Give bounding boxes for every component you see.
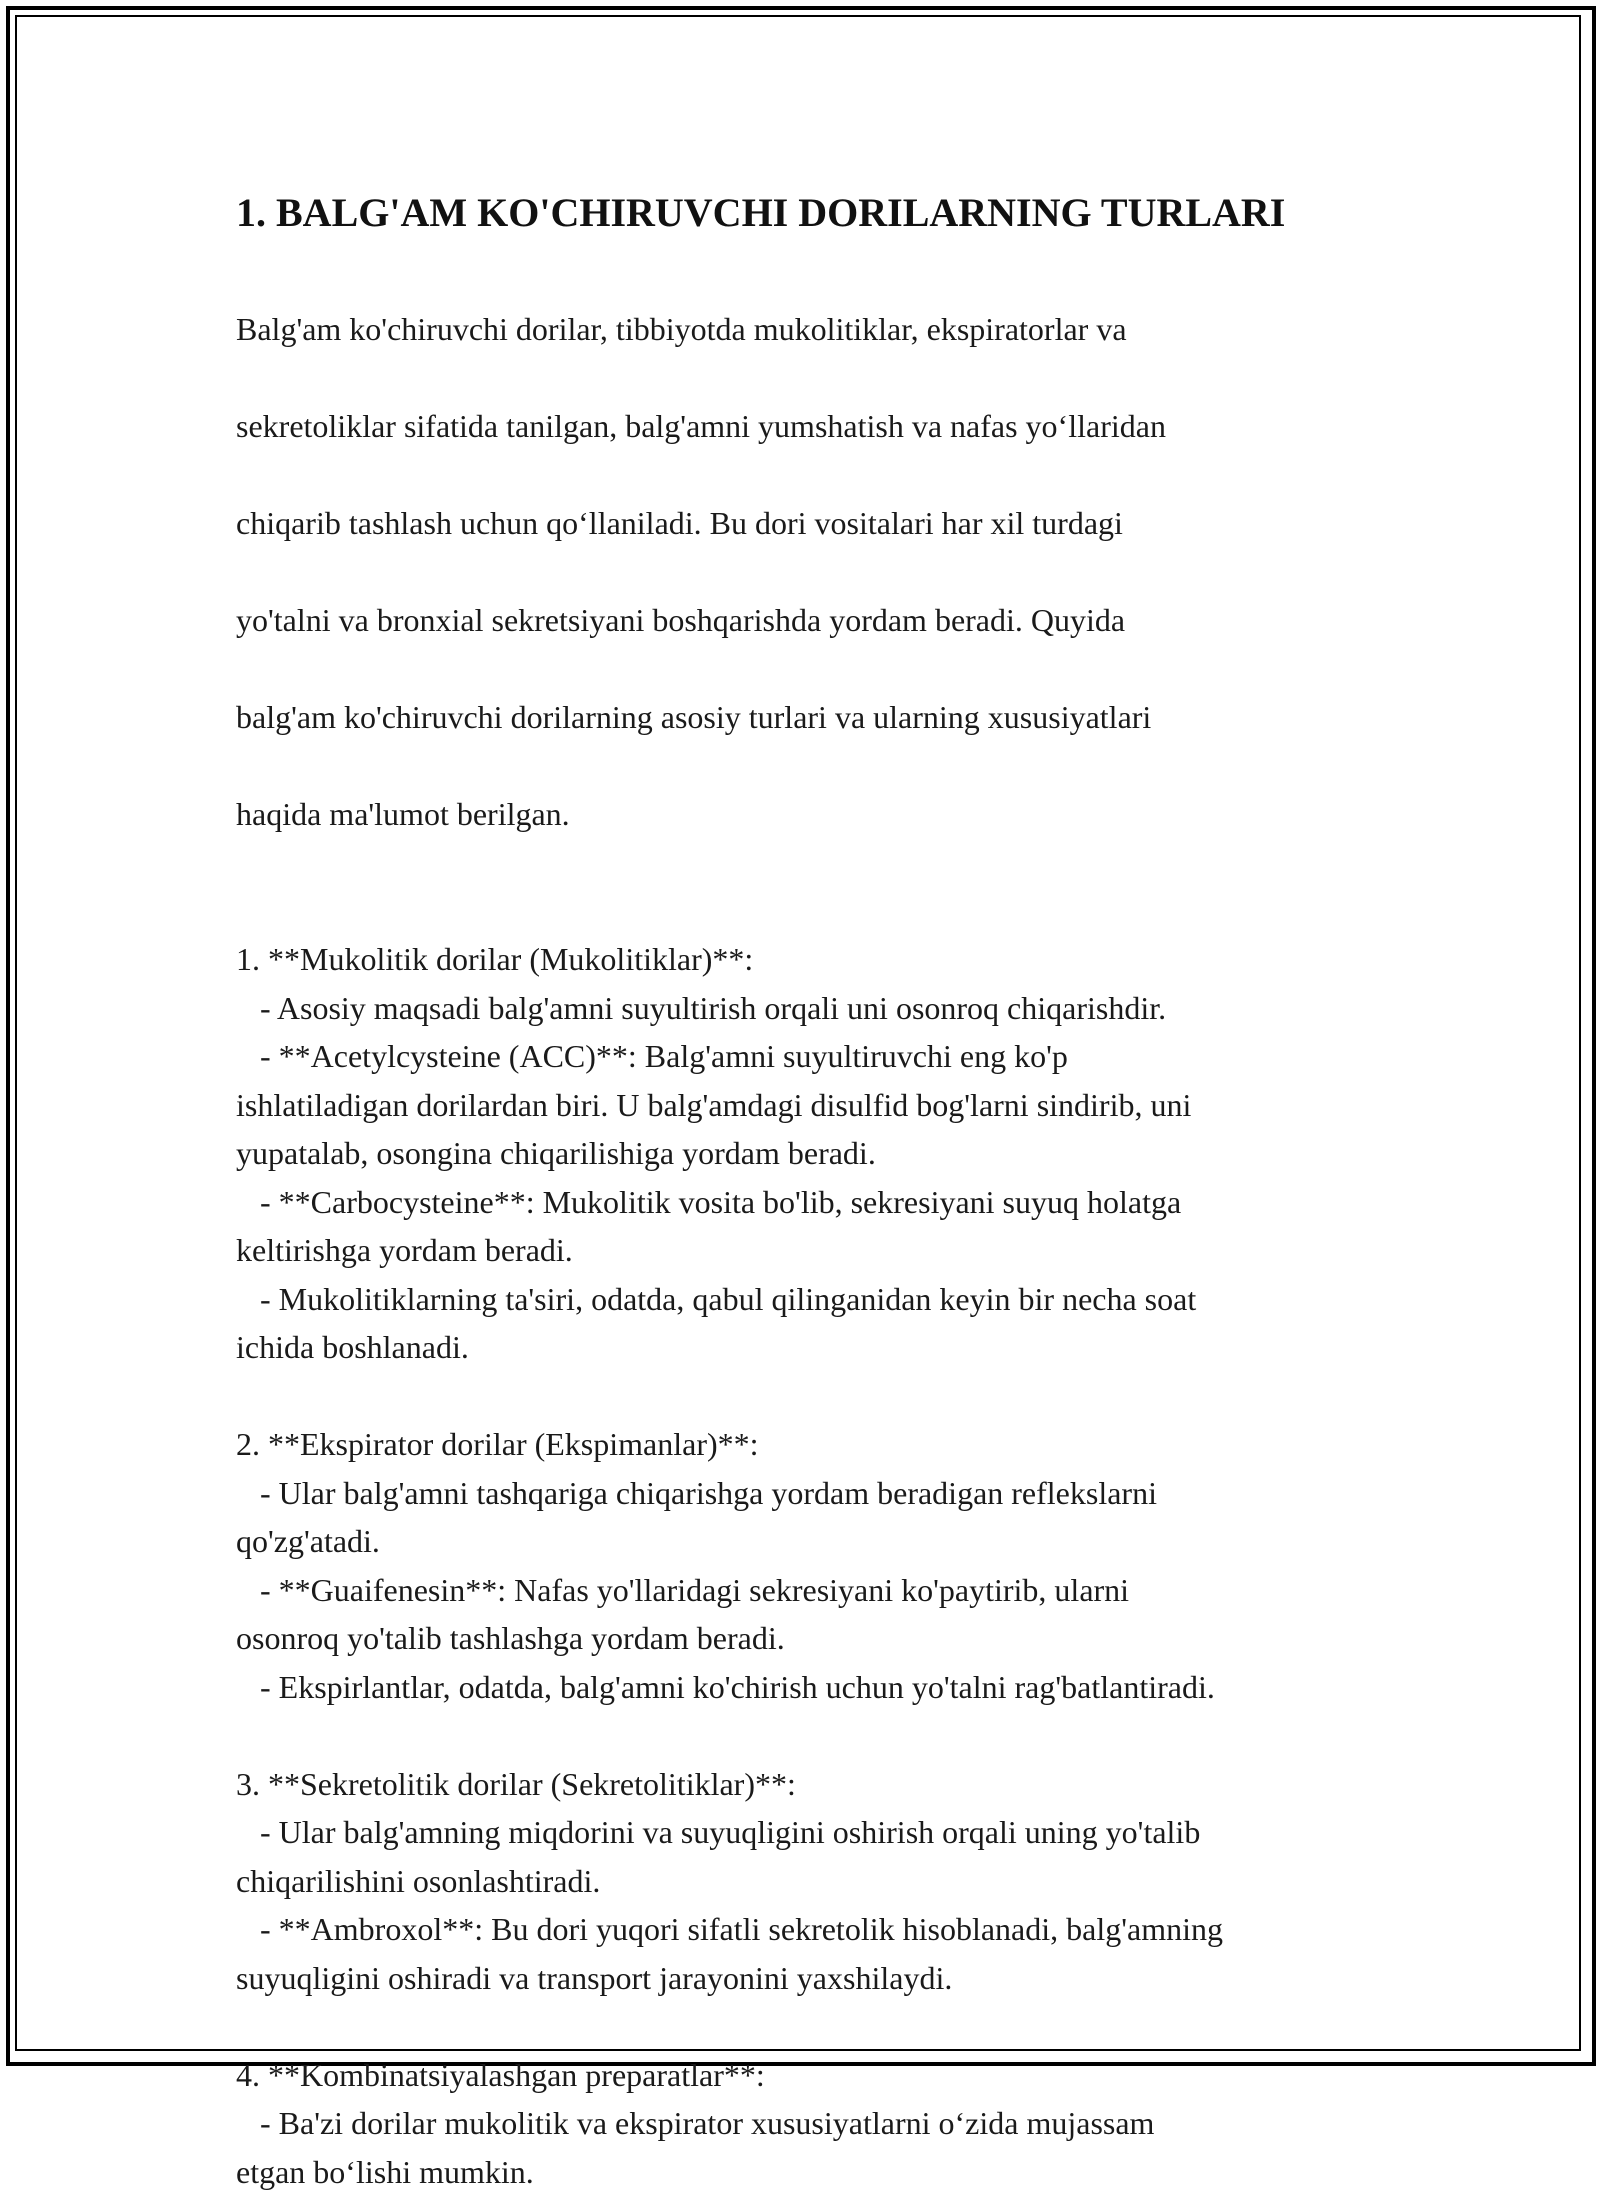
section-mukolitik bbox=[236, 935, 1396, 1372]
section-line: - **Acetylcysteine (ACC)**: Balg'amni suyultiruvchi eng ko'p bbox=[236, 1032, 1396, 1081]
intro-line: balg'am ko'chiruvchi dorilarning asosiy turlari va ularning xususiyatlari bbox=[236, 693, 1396, 742]
section-line: suyuqligini oshiradi va transport jarayonini yaxshilaydi. bbox=[236, 1954, 1396, 2003]
section-line: keltirishga yordam beradi. bbox=[236, 1226, 1396, 1275]
section-line: chiqarilishini osonlashtiradi. bbox=[236, 1857, 1396, 1906]
section-line: yupatalab, osongina chiqarilishiga yordam beradi. bbox=[236, 1129, 1396, 1178]
section-line: - **Ambroxol**: Bu dori yuqori sifatli sekretolik hisoblanadi, balg'amning bbox=[236, 1905, 1396, 1954]
section-line: - Ular balg'amning miqdorini va suyuqligini oshirish orqali uning yo'talib bbox=[236, 1808, 1396, 1857]
section-line: qo'zg'atadi. bbox=[236, 1517, 1396, 1566]
section-line: etgan bo‘lishi mumkin. bbox=[236, 2148, 1396, 2196]
section-heading: 3. **Sekretolitik dorilar (Sekretolitiklar)**: bbox=[236, 1760, 1396, 1809]
section-line: - **Carbocysteine**: Mukolitik vosita bo'lib, sekresiyani suyuq holatga bbox=[236, 1178, 1396, 1227]
section-sekretolitik bbox=[236, 1760, 1396, 2003]
section-line: - Mukolitiklarning ta'siri, odatda, qabul qilinganidan keyin bir necha soat bbox=[236, 1275, 1396, 1324]
document-title: 1. BALG'AM KO'CHIRUVCHI DORILARNING TURLARI bbox=[236, 184, 1396, 242]
section-kombinatsiya bbox=[236, 2051, 1396, 2196]
section-line: osonroq yo'talib tashlashga yordam beradi. bbox=[236, 1614, 1396, 1663]
section-line: - **Guaifenesin**: Nafas yo'llaridagi sekresiyani ko'paytirib, ularni bbox=[236, 1566, 1396, 1615]
section-line: - Ular balg'amni tashqariga chiqarishga yordam beradigan reflekslarni bbox=[236, 1469, 1396, 1518]
intro-paragraph bbox=[236, 256, 1396, 887]
intro-line: haqida ma'lumot berilgan. bbox=[236, 790, 1396, 839]
section-ekspirator bbox=[236, 1420, 1396, 1711]
intro-line: chiqarib tashlash uchun qo‘llaniladi. Bu dori vositalari har xil turdagi bbox=[236, 499, 1396, 548]
intro-line: sekretoliklar sifatida tanilgan, balg'amni yumshatish va nafas yo‘llaridan bbox=[236, 402, 1396, 451]
document-body bbox=[236, 184, 1396, 2196]
intro-line: yo'talni va bronxial sekretsiyani boshqarishda yordam beradi. Quyida bbox=[236, 596, 1396, 645]
section-line: ishlatiladigan dorilardan biri. U balg'amdagi disulfid bog'larni sindirib, uni bbox=[236, 1081, 1396, 1130]
section-line: ichida boshlanadi. bbox=[236, 1323, 1396, 1372]
section-heading: 4. **Kombinatsiyalashgan preparatlar**: bbox=[236, 2051, 1396, 2100]
section-line: - Ba'zi dorilar mukolitik va ekspirator xususiyatlarni o‘zida mujassam bbox=[236, 2099, 1396, 2148]
section-line: - Asosiy maqsadi balg'amni suyultirish orqali uni osonroq chiqarishdir. bbox=[236, 984, 1396, 1033]
section-heading: 1. **Mukolitik dorilar (Mukolitiklar)**: bbox=[236, 935, 1396, 984]
section-line: - Ekspirlantlar, odatda, balg'amni ko'chirish uchun yo'talni rag'batlantiradi. bbox=[236, 1663, 1396, 1712]
intro-line: Balg'am ko'chiruvchi dorilar, tibbiyotda mukolitiklar, ekspiratorlar va bbox=[236, 305, 1396, 354]
section-heading: 2. **Ekspirator dorilar (Ekspimanlar)**: bbox=[236, 1420, 1396, 1469]
